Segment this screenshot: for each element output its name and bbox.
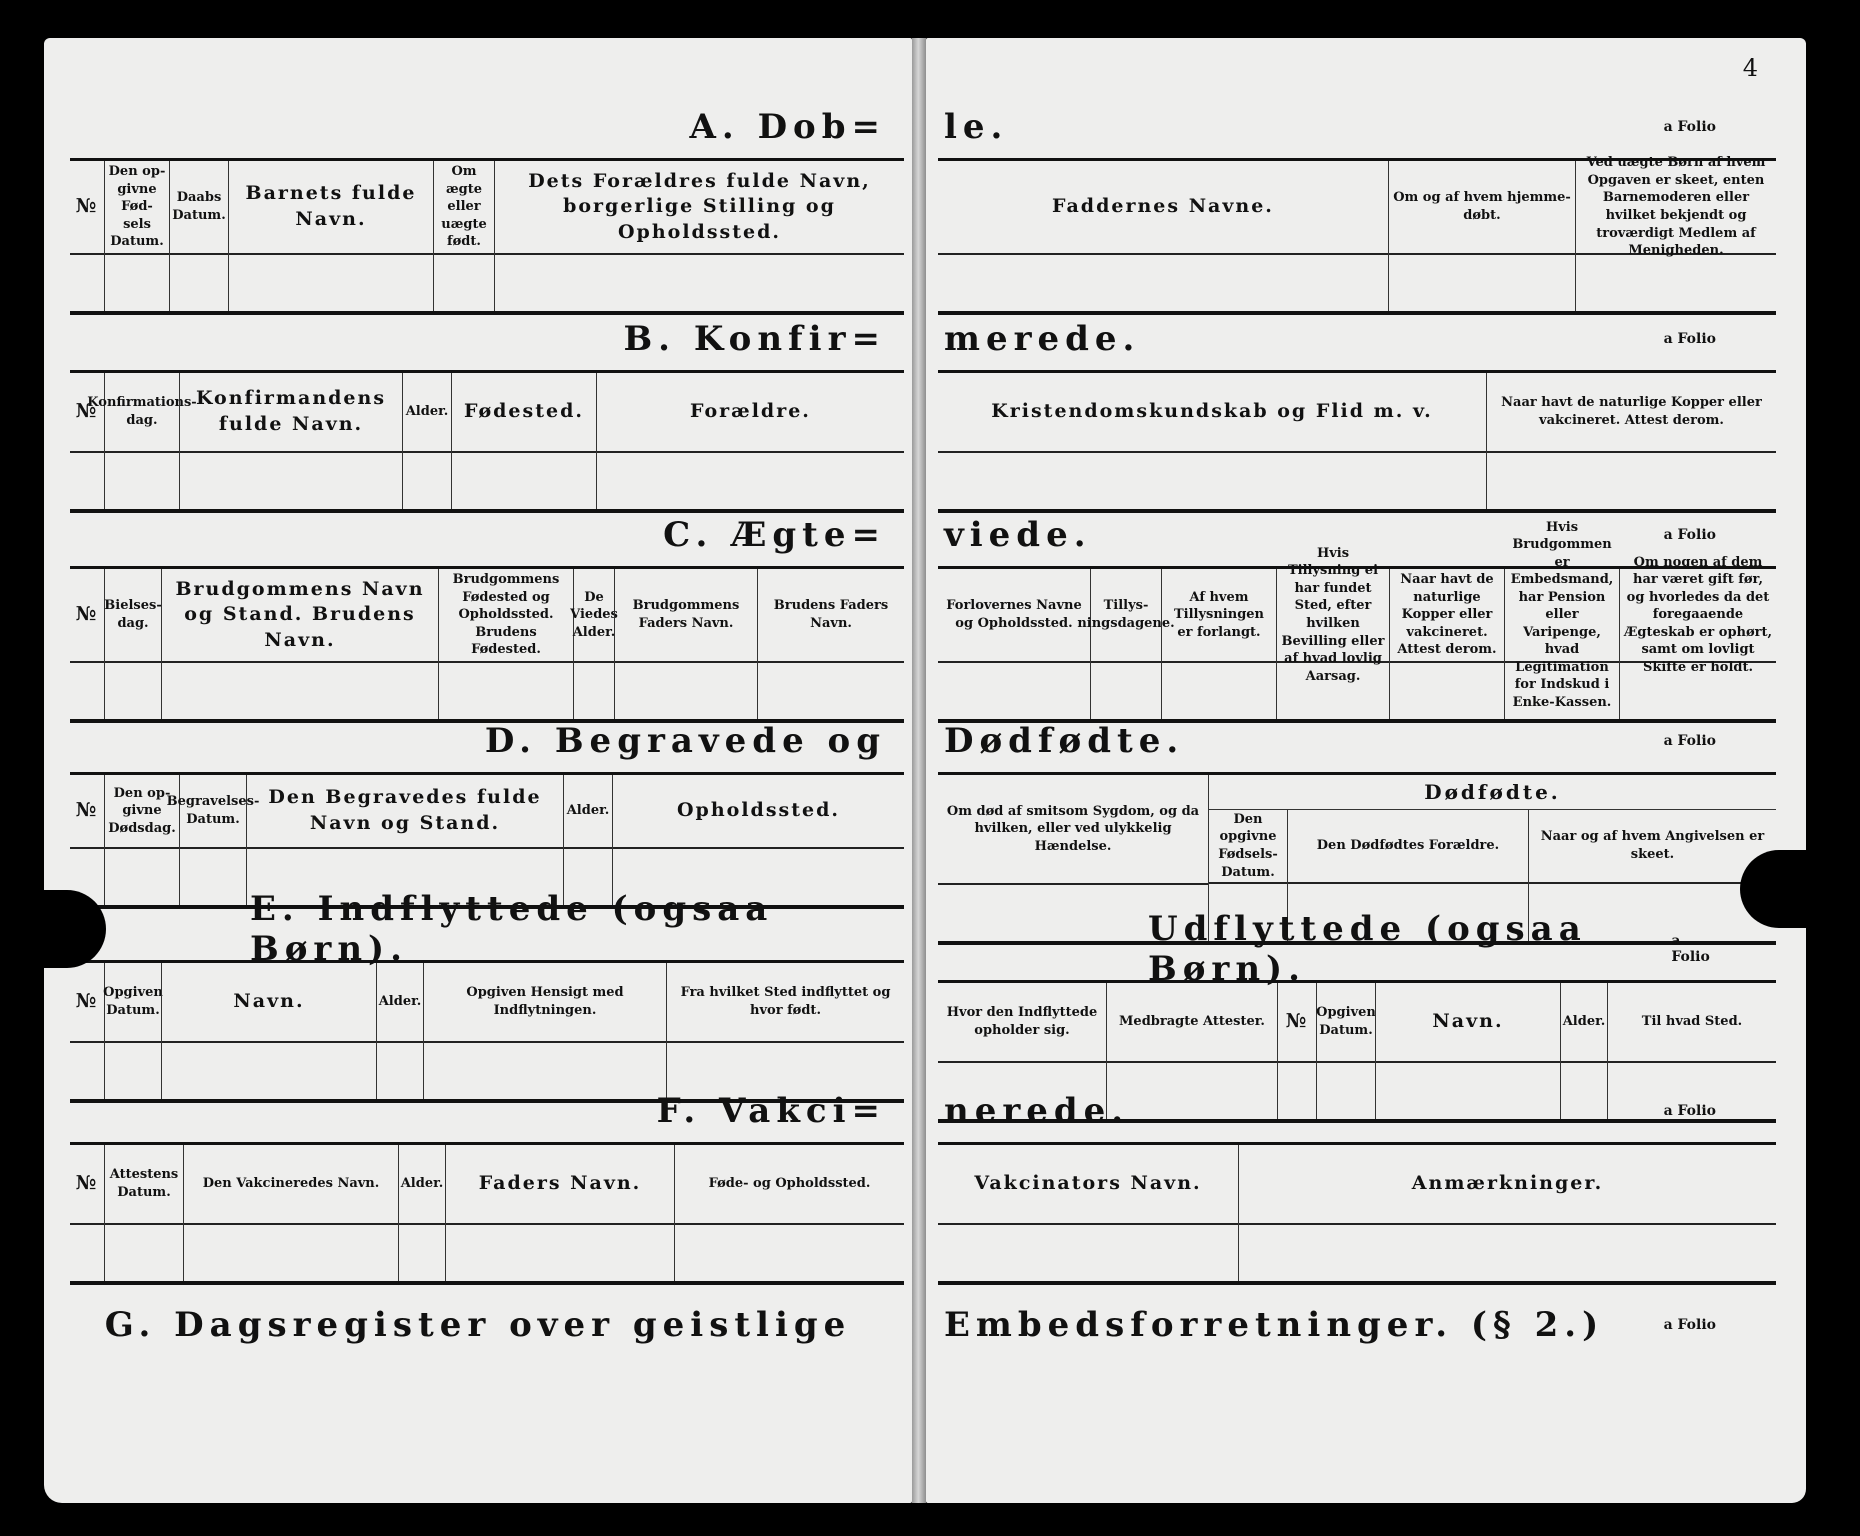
section-c-title-left: C. Ægte= bbox=[663, 515, 886, 555]
header-number: № bbox=[70, 569, 104, 663]
book-gutter bbox=[912, 38, 926, 1503]
header-smallpox: Naar havt de naturlige Kopper eller vakcineret. Attest derom. bbox=[1390, 569, 1504, 663]
left-page bbox=[44, 38, 912, 1503]
section-e-title-row bbox=[938, 909, 1776, 989]
section-c-left bbox=[70, 504, 904, 723]
header-destination: Til hvad Sted. bbox=[1608, 983, 1776, 1063]
header-vaccinated-name: Den Vakcineredes Navn. bbox=[184, 1145, 398, 1225]
header-father-name: Faders Navn. bbox=[446, 1145, 674, 1225]
header-number: № bbox=[1278, 983, 1316, 1063]
header-name: Navn. bbox=[162, 963, 376, 1043]
header-birthplace-residence: Brudgommens Fødested og Opholdssted. Brudens Fødested. bbox=[439, 569, 573, 663]
section-a-left bbox=[70, 96, 904, 315]
header-birthplace: Fødested. bbox=[452, 373, 596, 453]
section-a-title-row bbox=[938, 96, 1776, 158]
header-wedding-day: Bielses-dag. bbox=[105, 569, 161, 663]
folio-label: a Folio bbox=[1663, 119, 1716, 135]
header-child-name: Barnets fulde Navn. bbox=[229, 161, 433, 255]
section-a-title-left: A. Dob= bbox=[689, 107, 886, 147]
section-d-title-left: D. Begravede og bbox=[484, 721, 886, 761]
header-smallpox: Naar havt de naturlige Kopper eller vakcineret. Attest derom. bbox=[1487, 373, 1776, 453]
header-legitimacy: Om ægte eller uægte født. bbox=[434, 161, 494, 255]
header-age: Alder. bbox=[564, 775, 612, 849]
header-baptism-date: Daabs Datum. bbox=[170, 161, 228, 255]
section-e-left bbox=[70, 889, 904, 1103]
header-banns-by: Af hvem Tillysningen er forlangt. bbox=[1162, 569, 1276, 663]
header-stillborn-parents: Den Dødfødtes Forældre. bbox=[1288, 810, 1528, 884]
section-f-title-right: nerede. bbox=[944, 1091, 1130, 1131]
header-purpose: Opgiven Hensigt med Indflytningen. bbox=[424, 963, 666, 1043]
header-age: Alder. bbox=[1561, 983, 1607, 1063]
section-f-title-row bbox=[938, 1080, 1776, 1142]
header-pension: Hvis Brudgommen er Embedsmand, har Pension eller Varipenge, hvad Legitimation for Indskud i Enke-Kassen. bbox=[1505, 569, 1619, 663]
header-groom-father: Brudgommens Faders Navn. bbox=[615, 569, 757, 663]
header-number: № bbox=[70, 161, 104, 255]
stillborn-group-header: Dødfødte. bbox=[1209, 775, 1776, 810]
folio-label: a Folio bbox=[1671, 933, 1710, 965]
header-date: Opgiven Datum. bbox=[105, 963, 161, 1043]
section-b-title-row bbox=[938, 308, 1776, 370]
section-d-title-right: Dødfødte. bbox=[944, 721, 1185, 761]
header-parents: Forældre. bbox=[597, 373, 904, 453]
header-illegitimate-info: Ved uægte Børn af hvem Opgaven er skeet, enten Barnemoderen eller hvilket bekjendt og troværdigt Medlem af Menigheden. bbox=[1576, 161, 1776, 255]
binding-clip-right bbox=[1740, 850, 1812, 928]
section-f-right bbox=[938, 1080, 1776, 1285]
section-a-right bbox=[938, 96, 1776, 315]
header-deceased-name: Den Begravedes fulde Navn og Stand. bbox=[247, 775, 563, 849]
header-bride-father: Brudens Faders Navn. bbox=[758, 569, 904, 663]
header-previous-marriage: Om nogen af dem har været gift før, og hvorledes da det foregaaende Ægteskab er ophørt, samt om lovligt Skifte er holdt. bbox=[1620, 569, 1776, 663]
vaccination-table-right bbox=[938, 1142, 1776, 1285]
folio-label: a Folio bbox=[1663, 331, 1716, 347]
header-age: Alder. bbox=[399, 1145, 445, 1225]
header-witnesses: Forlovernes Navne og Opholdssted. bbox=[938, 569, 1090, 663]
header-home-baptism: Om og af hvem hjemme-døbt. bbox=[1389, 161, 1575, 255]
right-page bbox=[926, 38, 1806, 1503]
confirmation-table-left bbox=[70, 370, 904, 513]
section-f-left bbox=[70, 1080, 904, 1285]
header-burial-date: Begravelses-Datum. bbox=[180, 775, 246, 849]
header-death-day: Den op-givne Dødsdag. bbox=[105, 775, 179, 849]
header-birth-residence: Føde- og Opholdssted. bbox=[675, 1145, 904, 1225]
section-g-title-right: Embedsforretninger. (§ 2.) bbox=[944, 1305, 1605, 1345]
baptism-table-right bbox=[938, 155, 1776, 315]
section-g-left bbox=[70, 1294, 904, 1356]
header-age: De Viedes Alder. bbox=[574, 569, 614, 663]
section-b-right bbox=[938, 308, 1776, 513]
folio-label: a Folio bbox=[1663, 1317, 1716, 1333]
header-parents: Dets Forældres fulde Navn, borgerlige Stilling og Opholdssted. bbox=[495, 161, 904, 255]
header-license: Hvis Tillysning ei har fundet Sted, efter hvilken Bevilling eller af hvad lovlig Aarsag. bbox=[1277, 569, 1389, 663]
section-d-left bbox=[70, 710, 904, 909]
header-current-residence: Hvor den Indflyttede opholder sig. bbox=[938, 983, 1106, 1063]
page-number: 4 bbox=[1742, 54, 1758, 82]
header-number: № bbox=[70, 775, 104, 849]
header-stillborn-date: Den opgivne Fødsels-Datum. bbox=[1209, 810, 1287, 884]
section-d-title-row bbox=[938, 710, 1776, 772]
header-vaccinator: Vakcinators Navn. bbox=[938, 1145, 1238, 1225]
vaccination-table-left bbox=[70, 1142, 904, 1285]
section-c-title-right: viede. bbox=[944, 515, 1092, 555]
folio-label: a Folio bbox=[1663, 1103, 1716, 1119]
header-remarks: Anmærkninger. bbox=[1239, 1145, 1776, 1225]
header-knowledge: Kristendomskundskab og Flid m. v. bbox=[938, 373, 1486, 453]
header-attest-date: Attestens Datum. bbox=[105, 1145, 183, 1225]
folio-label: a Folio bbox=[1663, 527, 1716, 543]
confirmation-table-right bbox=[938, 370, 1776, 513]
section-b-left bbox=[70, 308, 904, 513]
section-e-title-right: Udflyttede (ogsaa Børn). bbox=[1148, 909, 1587, 989]
header-cause: Om død af smitsom Sygdom, og da hvilken, eller ved ulykkelig Hændelse. bbox=[938, 775, 1208, 885]
folio-label: a Folio bbox=[1663, 733, 1716, 749]
section-f-title-left: F. Vakci= bbox=[656, 1091, 886, 1131]
header-banns-days: Tillys-ningsdagene. bbox=[1091, 569, 1161, 663]
header-number: № bbox=[70, 1145, 104, 1225]
header-name: Navn. bbox=[1376, 983, 1560, 1063]
header-groom-bride-name: Brudgommens Navn og Stand. Brudens Navn. bbox=[162, 569, 438, 663]
baptism-table-left bbox=[70, 158, 904, 315]
header-number: № bbox=[70, 963, 104, 1043]
header-confirmand-name: Konfirmandens fulde Navn. bbox=[180, 373, 402, 453]
header-date: Opgiven Datum. bbox=[1317, 983, 1375, 1063]
section-g-title-left: G. Dagsregister over geistlige bbox=[104, 1305, 852, 1345]
header-confirmation-day: Konfirmations-dag. bbox=[105, 373, 179, 453]
header-age: Alder. bbox=[403, 373, 451, 453]
header-sponsors: Faddernes Navne. bbox=[938, 161, 1388, 255]
section-g-right bbox=[938, 1294, 1776, 1356]
section-g-title-row bbox=[938, 1294, 1776, 1356]
header-birth-date: Den op-givne Fød-sels Datum. bbox=[105, 161, 169, 255]
header-number: № bbox=[70, 373, 104, 453]
header-certificates: Medbragte Attester. bbox=[1107, 983, 1277, 1063]
section-c-right bbox=[938, 504, 1776, 723]
section-e-title-left: E. Indflyttede (ogsaa Børn). bbox=[250, 889, 774, 969]
header-residence: Opholdssted. bbox=[613, 775, 904, 849]
header-notice-by: Naar og af hvem Angivelsen er skeet. bbox=[1529, 810, 1776, 884]
section-b-title-left: B. Konfir= bbox=[623, 319, 886, 359]
header-age: Alder. bbox=[377, 963, 423, 1043]
header-origin: Fra hvilket Sted indflyttet og hvor født. bbox=[667, 963, 904, 1043]
marriage-table-left bbox=[70, 566, 904, 723]
section-a-title-right: le. bbox=[944, 107, 1009, 147]
section-b-title-right: merede. bbox=[944, 319, 1141, 359]
